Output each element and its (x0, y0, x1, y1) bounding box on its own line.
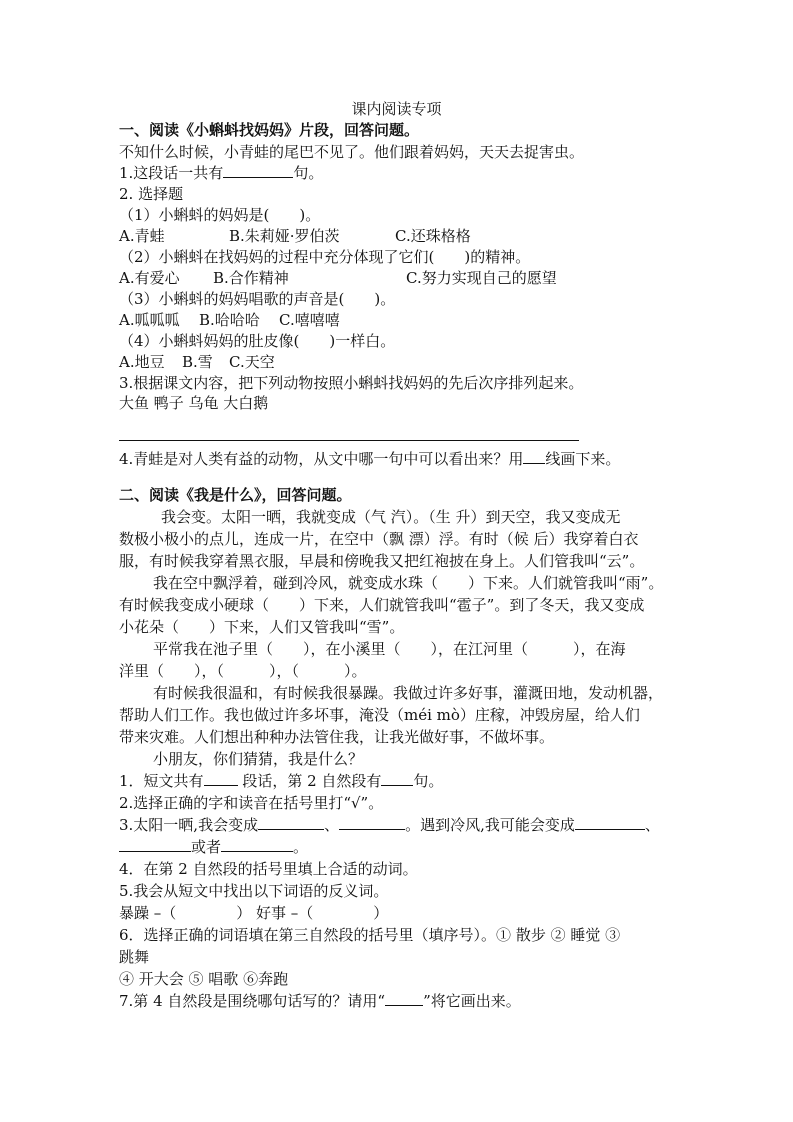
option-b[interactable]: B.哈哈哈 (199, 311, 260, 329)
s2-para4-line2: 帮助人们工作。我也做过许多坏事，淹没（méi mò）庄稼，冲毁房屋，给人们 (119, 706, 640, 724)
s2-question-5: 5.我会从短文中找出以下词语的反义词。 (119, 882, 389, 900)
option-b[interactable]: B.雪 (182, 353, 213, 371)
s1-question-4 (119, 449, 620, 469)
s2-q7-text-b: ”将它画出来。 (423, 992, 521, 1010)
s2-para1-line1: 我会变。太阳一晒，我就变成（气 汽）。（生 升）到天空，我又变成无 (161, 508, 621, 526)
s1-q2-2: （2）小蝌蚪在找妈妈的过程中充分体现了它们( )的精神。 (119, 248, 531, 266)
option-c[interactable]: C.还珠格格 (395, 227, 471, 245)
s2-para4-line1: 有时候我很温和，有时候我很暴躁。我做过许多好事，灌溉田地，发动机器， (153, 684, 664, 702)
s1-q1-text-a: 1.这段话一共有 (119, 164, 224, 182)
s2-para3-line2: 洋里（ ），（ ），（ ）。 (119, 662, 367, 680)
s2-question-6-line1: 6．选择正确的词语填在第三自然段的括号里（填序号）。① 散步 ② 睡觉 ③ (119, 926, 621, 944)
s2-q3-blank-5[interactable] (221, 837, 293, 852)
section2-heading: 二、阅读《我是什么》，回答问题。 (119, 486, 352, 504)
s1-question-3: 3.根据课文内容，把下列动物按照小蝌蚪找妈妈的先后次序排列起来。 (119, 374, 584, 392)
s2-q7-text-a: 7.第 4 自然段是围绕哪句话写的？请用“ (119, 992, 386, 1010)
s2-q1-text-c: 句。 (413, 772, 444, 790)
option-c[interactable]: C.天空 (229, 353, 275, 371)
s1-q1-blank[interactable] (223, 163, 293, 178)
s2-q7-blank[interactable] (385, 991, 423, 1006)
s2-question-6-line2: 跳舞 (119, 948, 150, 966)
s2-q3-text-d: 、 (644, 816, 660, 834)
s2-q3-text-f: 。 (293, 838, 309, 856)
option-b[interactable]: B.朱莉娅·罗伯茨 (229, 227, 340, 245)
option-a[interactable]: A.有爱心 (119, 269, 180, 287)
s2-q3-blank-3[interactable] (575, 815, 645, 830)
s1-q1-text-b: 句。 (293, 164, 324, 182)
s1-q2-4: （4）小蝌蚪妈妈的肚皮像( )一样白。 (119, 332, 396, 350)
s2-q1-blank-1[interactable] (204, 771, 238, 786)
s1-question-1 (119, 163, 323, 183)
s2-question-3 (119, 815, 660, 835)
s2-q3-blank-2[interactable] (339, 815, 405, 830)
s2-question-1 (119, 771, 443, 791)
s1-q4-text-a: 4.青蛙是对人类有益的动物，从文中哪一句中可以看出来？用 (119, 450, 524, 468)
s2-q3-blank-1[interactable] (258, 815, 324, 830)
option-a[interactable]: A.呱呱呱 (119, 311, 180, 329)
s2-para4-line3: 带来灾难。人们想出种种办法管住我，让我光做好事，不做坏事。 (119, 728, 555, 746)
section1-heading: 一、阅读《小蝌蚪找妈妈》片段，回答问题。 (119, 121, 420, 139)
s2-q1-blank-2[interactable] (381, 771, 413, 786)
s2-para3-line1: 平常我在池子里（ ），在小溪里（ ），在江河里（ ），在海 (153, 640, 626, 658)
s1-q3-answer-line[interactable] (119, 440, 579, 441)
s2-question-3-cont (119, 837, 308, 857)
s2-q1-text-b: 段话，第 2 自然段有 (242, 772, 382, 790)
option-a[interactable]: A.青蛙 (119, 227, 165, 245)
s2-para5: 小朋友，你们猜猜，我是什么？ (153, 750, 364, 768)
option-a[interactable]: A.地豆 (119, 353, 165, 371)
option-b[interactable]: B.合作精神 (213, 269, 289, 287)
s2-para2-line3: 小花朵（ ）下来，人们又管我叫“雪”。 (119, 618, 405, 636)
s2-para2-line2: 有时候我变成小硬球（ ）下来，人们就管我叫“雹子”。到了冬天，我又变成 (119, 596, 645, 614)
s1-q2-3: （3）小蝌蚪的妈妈唱歌的声音是( )。 (119, 290, 396, 308)
s2-question-2: 2.选择正确的字和读音在括号里打“√”。 (119, 794, 384, 812)
s2-question-4: 4．在第 2 自然段的括号里填上合适的动词。 (119, 860, 418, 878)
s2-para1-line3: 服，有时候我穿着黑衣服，早晨和傍晚我又把红袍披在身上。人们管我叫“云”。 (119, 552, 645, 570)
s1-q3-animals: 大鱼 鸭子 乌龟 大白鹅 (119, 394, 269, 412)
option-c[interactable]: C.努力实现自己的愿望 (406, 269, 557, 287)
option-c[interactable]: C.嘻嘻嘻 (279, 311, 340, 329)
s2-q3-text-e: 或者 (191, 838, 222, 856)
s2-question-7 (119, 991, 521, 1011)
s1-q2-1: （1）小蝌蚪的妈妈是( )。 (119, 206, 321, 224)
s2-question-6-line3: ④ 开大会 ⑤ 唱歌 ⑥奔跑 (119, 970, 289, 988)
s2-para1-line2: 数极小极小的点儿，连成一片，在空中（飘 漂）浮。有时（候 后）我穿着白衣 (119, 530, 639, 548)
s2-para2-line1: 我在空中飘浮着，碰到冷风，就变成水珠（ ）下来。人们就管我叫“雨”。 (153, 574, 664, 592)
s2-q3-text-b: 、 (324, 816, 340, 834)
s2-q3-text-c: 。遇到冷风,我可能会变成 (405, 816, 575, 834)
s2-q3-blank-4[interactable] (119, 837, 191, 852)
s1-q4-text-b: 线画下来。 (545, 450, 621, 468)
s2-q5-items: 暴躁 –（ ） 好事 –（ ） (119, 904, 389, 922)
s1-question-2: 2. 选择题 (119, 185, 184, 203)
s2-q3-text-a: 3.太阳一晒,我会变成 (119, 816, 259, 834)
s2-q1-text-a: 1．短文共有 (119, 772, 204, 790)
s1-q4-blank[interactable] (523, 449, 545, 464)
page-title: 课内阅读专项 (351, 100, 442, 118)
section1-passage: 不知什么时候，小青蛙的尾巴不见了。他们跟着妈妈，天天去捉害虫。 (119, 143, 585, 161)
